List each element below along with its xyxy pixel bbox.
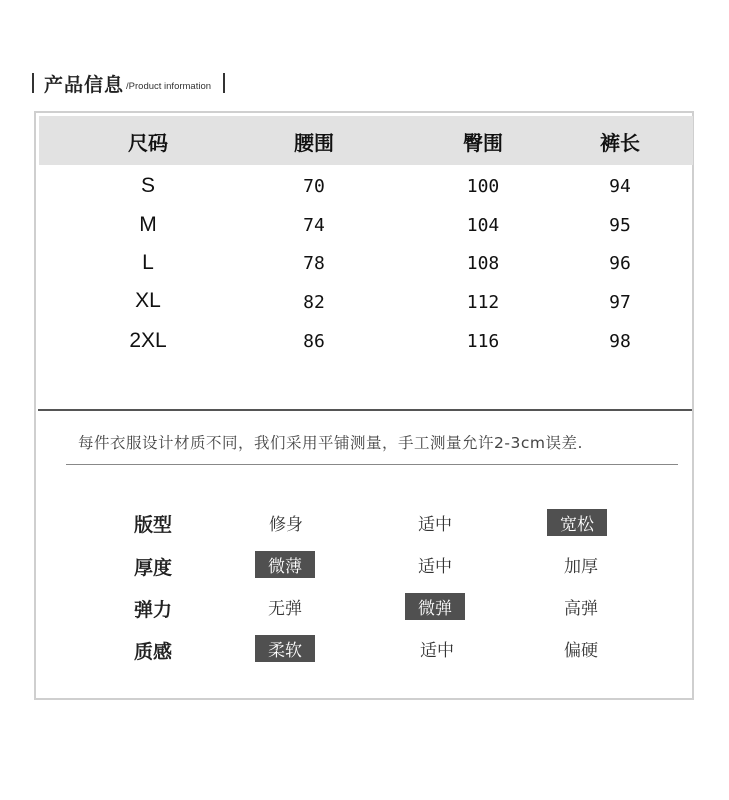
attribute-label-elasticity: 弹力 <box>133 599 173 621</box>
header-left-bar <box>32 73 34 93</box>
section-header <box>32 70 225 96</box>
column-header-length: 裤长 <box>600 131 640 155</box>
attribute-option-selected: 微弹 <box>405 593 465 620</box>
cell-length: 95 <box>609 215 631 236</box>
attribute-option: 无弹 <box>268 599 302 619</box>
cell-size: L <box>142 251 154 274</box>
section-subtitle: /Product information <box>126 80 212 92</box>
column-header-hip: 臀围 <box>463 131 503 155</box>
attribute-option: 高弹 <box>564 599 598 619</box>
cell-length: 97 <box>609 292 631 313</box>
cell-hip: 116 <box>466 331 500 352</box>
table-divider <box>38 409 692 411</box>
cell-length: 98 <box>609 331 631 352</box>
note-divider <box>66 464 678 465</box>
measurement-note: 每件衣服设计材质不同，我们采用平铺测量，手工测量允许2-3cm误差. <box>78 434 583 452</box>
cell-waist: 70 <box>303 176 325 197</box>
size-table-header <box>39 116 693 165</box>
cell-size: M <box>139 213 157 236</box>
cell-waist: 86 <box>303 331 325 352</box>
cell-length: 96 <box>609 253 631 274</box>
product-info-card <box>34 111 694 700</box>
attribute-option: 偏硬 <box>564 641 598 661</box>
attribute-option: 适中 <box>418 515 452 535</box>
header-right-bar <box>223 73 225 93</box>
attribute-option-selected: 柔软 <box>255 635 315 662</box>
attribute-label-thickness: 厚度 <box>133 557 173 579</box>
attribute-option: 修身 <box>269 515 303 535</box>
cell-waist: 74 <box>303 215 325 236</box>
attribute-label-texture: 质感 <box>133 641 173 663</box>
cell-waist: 82 <box>303 292 325 313</box>
attribute-option-selected: 宽松 <box>547 509 607 536</box>
attribute-option: 适中 <box>420 641 454 661</box>
cell-waist: 78 <box>303 253 325 274</box>
cell-size: S <box>140 174 156 197</box>
section-title: 产品信息 <box>44 73 125 96</box>
cell-length: 94 <box>609 176 631 197</box>
cell-size: 2XL <box>129 329 167 352</box>
column-header-waist: 腰围 <box>294 131 334 155</box>
attribute-label-fit: 版型 <box>133 514 173 536</box>
cell-hip: 112 <box>466 292 500 313</box>
cell-size: XL <box>135 289 161 312</box>
attribute-option: 加厚 <box>564 557 598 577</box>
column-header-size: 尺码 <box>128 131 168 155</box>
attribute-option-selected: 微薄 <box>255 551 315 578</box>
cell-hip: 104 <box>466 215 500 236</box>
cell-hip: 100 <box>466 176 500 197</box>
cell-hip: 108 <box>466 253 500 274</box>
attribute-option: 适中 <box>418 557 452 577</box>
